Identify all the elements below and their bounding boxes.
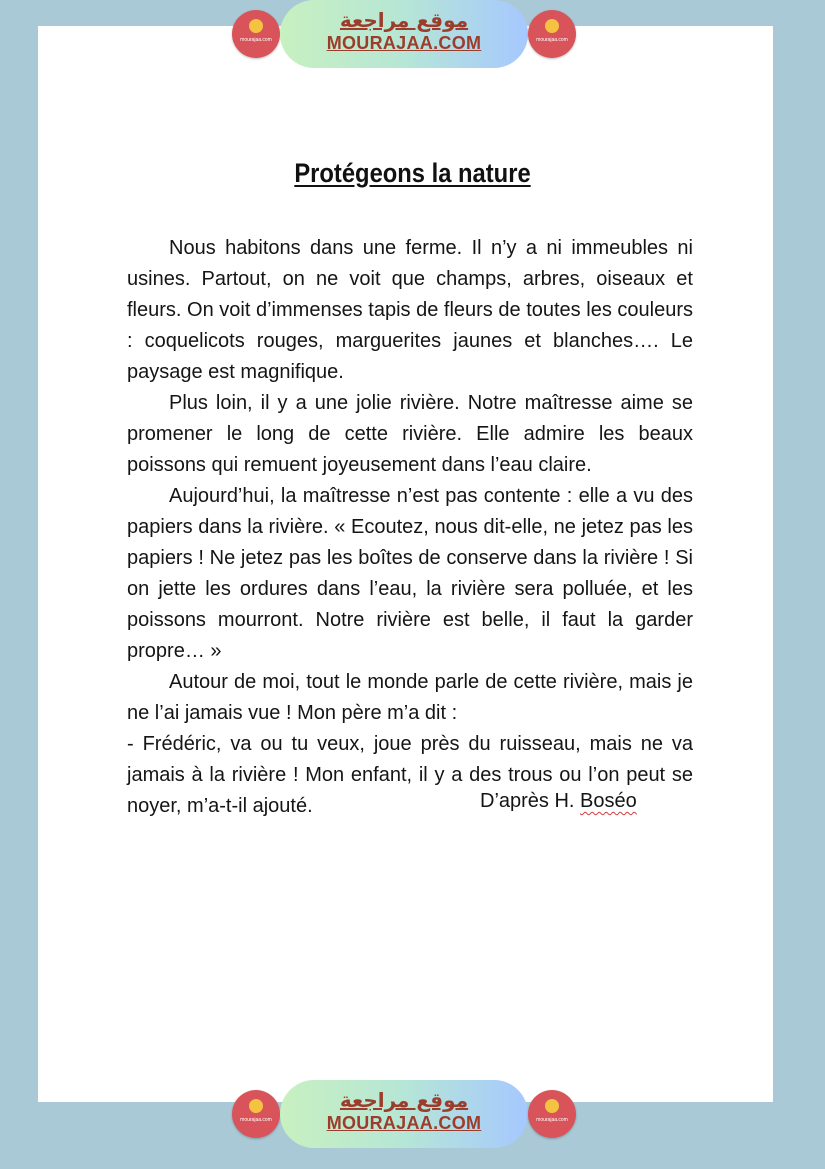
paragraph: - Frédéric, va ou tu veux, joue près du ruisseau, mais ne va jamais à la rivière ! Mon enfant, il y a des trous ou l’on peut se noyer, m’a-t-il ajouté. [127, 733, 693, 817]
site-name[interactable]: MOURAJAA.COM [326, 33, 482, 53]
site-link[interactable] [280, 1080, 528, 1148]
paragraph: Plus loin, il y a une jolie rivière. Notre maîtresse aime se promener le long de cette rivière. Elle admire les beaux poissons qui remuent joyeusement dans l’eau claire. [127, 392, 693, 476]
signature-prefix: D’après H. [480, 790, 581, 812]
site-name-arabic: موقع مراجعة [339, 8, 469, 32]
paragraph: Nous habitons dans une ferme. Il n’y a ni immeubles ni usines. Partout, on ne voit que champs, arbres, oiseaux et fleurs. On voit d’immenses tapis de fleurs de toutes les couleurs : coquelicots rouges, marguerites jaunes et blanches…. Le paysage est magnifique. [127, 237, 693, 383]
paragraph: Aujourd’hui, la maîtresse n’est pas contente : elle a vu des papiers dans la rivière. « Ecoutez, nous dit-elle, ne jetez pas les papiers ! Ne jetez pas les boîtes de conserve dans la rivière ! Si on jette les ordures dans l’eau, la rivière sera polluée, et les poissons mourront. Notre rivière est belle, il faut la garder propre… » [127, 485, 693, 662]
logo-icon [545, 1099, 559, 1113]
site-link[interactable] [280, 0, 528, 68]
signature [480, 790, 680, 813]
document-body [127, 233, 693, 822]
document-title: Protégeons la nature [294, 158, 531, 188]
badge-label: mourajaa.com [240, 37, 272, 43]
logo-badge-right [528, 1090, 576, 1138]
badge-label: mourajaa.com [240, 1117, 272, 1123]
site-name[interactable]: MOURAJAA.COM [326, 1113, 482, 1133]
paragraph: Autour de moi, tout le monde parle de cette rivière, mais je ne l’ai jamais vue ! Mon père m’a dit : [127, 671, 693, 724]
logo-icon [545, 19, 559, 33]
badge-label: mourajaa.com [536, 1117, 568, 1123]
signature-name: Boséo [580, 790, 637, 812]
logo-icon [249, 19, 263, 33]
logo-icon [249, 1099, 263, 1113]
logo-badge-left [232, 10, 280, 58]
logo-badge-right [528, 10, 576, 58]
header-banner[interactable] [230, 0, 580, 70]
site-name-arabic: موقع مراجعة [339, 1088, 469, 1112]
badge-label: mourajaa.com [536, 37, 568, 43]
footer-banner[interactable] [230, 1080, 580, 1150]
logo-badge-left [232, 1090, 280, 1138]
